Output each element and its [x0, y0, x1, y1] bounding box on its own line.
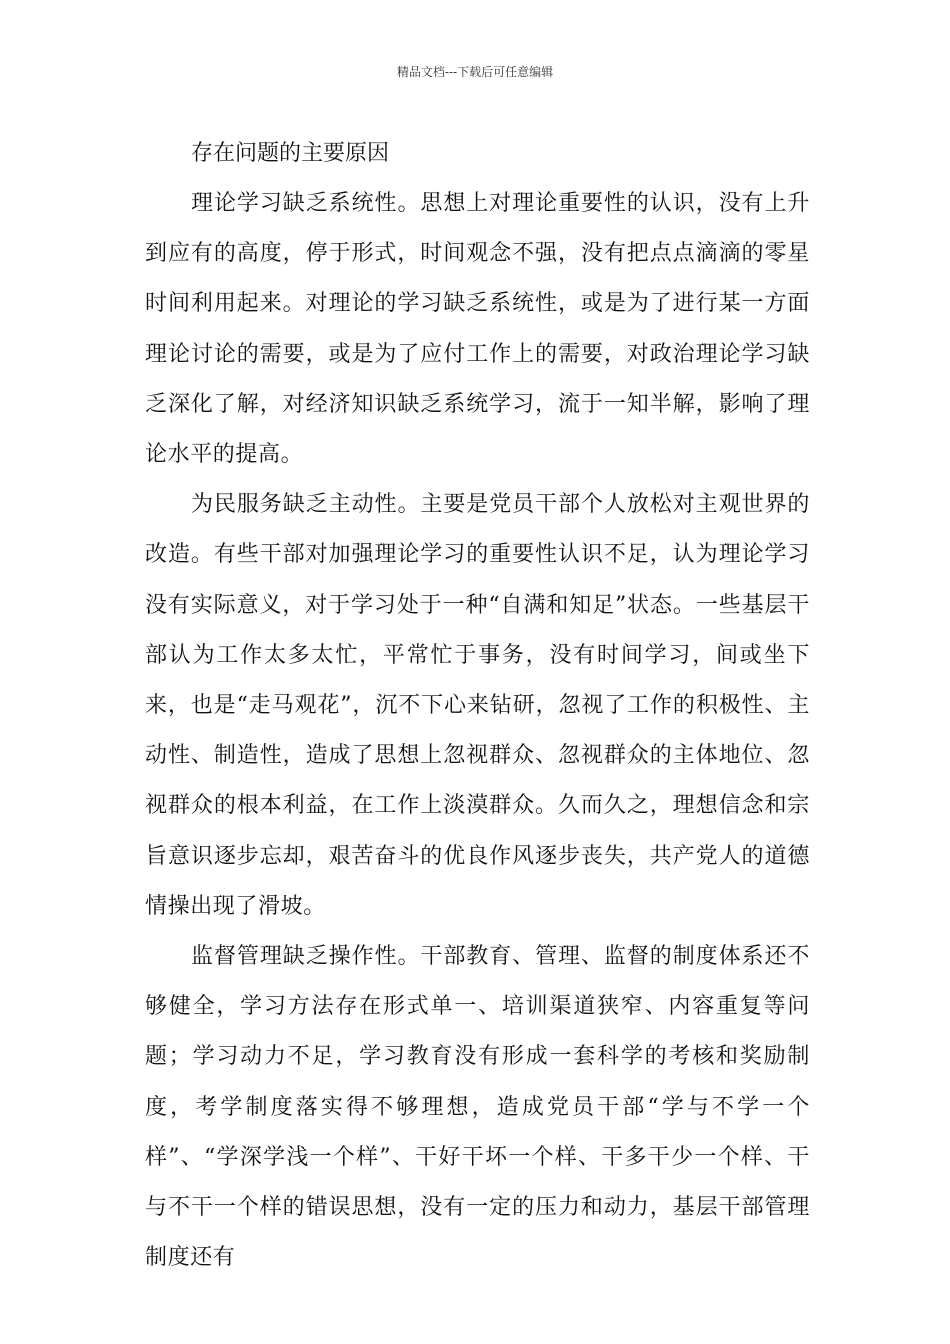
section-heading: 存在问题的主要原因	[191, 141, 390, 166]
paragraph-theory-study: 理论学习缺乏系统性。思想上对理论重要性的认识，没有上升到应有的高度，停于形式，时间观念不强，没有把点点滴滴的零星时间利用起来。对理论的学习缺乏系统性，或是为了进行某一方面理论讨论的需要，或是为了应付工作上的需要，对政治理论学习缺乏深化了解，对经济知识缺乏系统学习，流于一知半解，影响了理论水平的提高。	[145, 191, 810, 468]
paragraph-public-service: 为民服务缺乏主动性。主要是党员干部个人放松对主观世界的改造。有些干部对加强理论学习的重要性认识不足，认为理论学习没有实际意义，对于学习处于一种“自满和知足”状态。一些基层干部认为工作太多太忙，平常忙于事务，没有时间学习，间或坐下来，也是“走马观花”，沉不下心来钻研，忽视了工作的积极性、主动性、制造性，造成了思想上忽视群众、忽视群众的主体地位、忽视群众的根本利益，在工作上淡漠群众。久而久之，理想信念和宗旨意识逐步忘却，艰苦奋斗的优良作风逐步丧失，共产党人的道德情操出现了滑坡。	[145, 492, 810, 919]
paragraph-supervision: 监督管理缺乏操作性。干部教育、管理、监督的制度体系还不够健全，学习方法存在形式单一、培训渠道狭窄、内容重复等问题；学习动力不足，学习教育没有形成一套科学的考核和奖励制度，考学制度落实得不够理想，造成党员干部“学与不学一个样”、“学深学浅一个样”、干好干坏一个样、干多干少一个样、干与不干一个样的错误思想，没有一定的压力和动力，基层干部管理制度还有	[145, 944, 810, 1271]
document-body	[145, 134, 810, 1283]
page-header: 精品文档---下载后可任意编辑	[396, 65, 554, 79]
